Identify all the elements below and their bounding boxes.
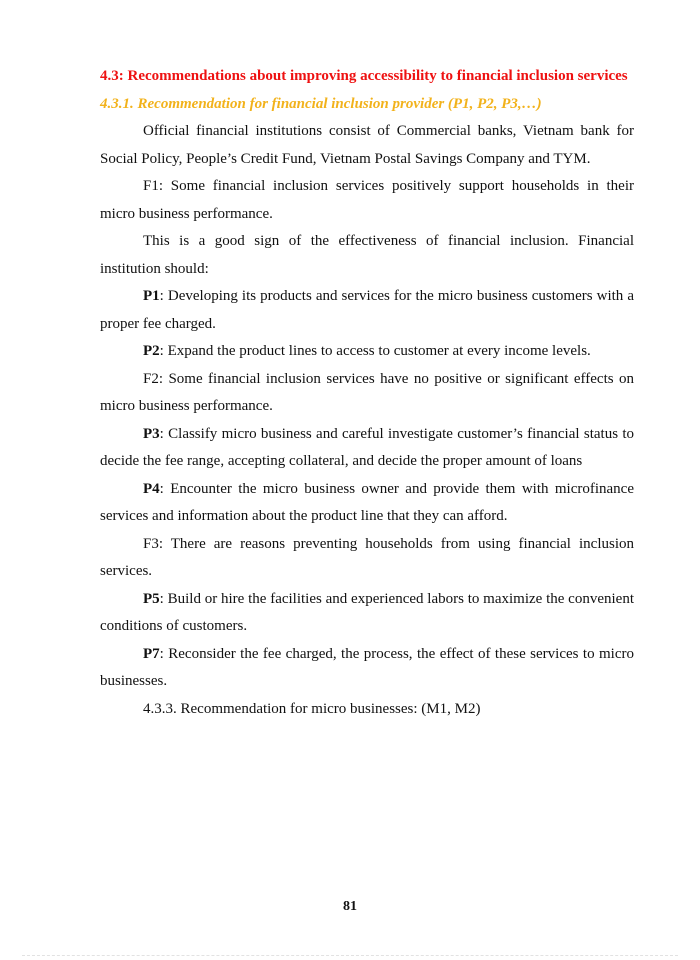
paragraph-text: Official financial institutions consist of Commercial banks, Vietnam bank for Social Policy, People’s Credit Fund, Vietnam Postal Savings Company and TYM. xyxy=(100,123,634,167)
paragraph-text: : Expand the product lines to access to customer at every income levels. xyxy=(159,343,591,359)
paragraph-text: : Developing its products and services for the micro business customers with a proper fee charged. xyxy=(100,288,634,332)
recommendation-label: P1 xyxy=(143,288,160,304)
paragraph-recommendation-p4 xyxy=(100,476,634,531)
recommendation-label: P2 xyxy=(143,343,160,359)
paragraph-finding-f2 xyxy=(100,366,634,421)
paragraph-finding-f1 xyxy=(100,173,634,228)
paragraph-recommendation-p2 xyxy=(100,338,634,366)
paragraph-subsection-micro-businesses xyxy=(100,696,634,724)
paragraph-recommendation-p5 xyxy=(100,586,634,641)
subsection-heading: 4.3.1. Recommendation for financial inclusion provider (P1, P2, P3,…) xyxy=(100,95,542,112)
paragraph-text: : Encounter the micro business owner and provide them with microfinance services and information about the product line that they can afford. xyxy=(100,480,634,524)
paragraph-text: F2: Some financial inclusion services have no positive or significant effects on micro business performance. xyxy=(100,370,634,414)
paragraph-recommendation-p7 xyxy=(100,641,634,696)
section-heading: 4.3: Recommendations about improving accessibility to financial inclusion services xyxy=(100,68,628,84)
paragraph-text: F1: Some financial inclusion services positively support households in their micro business performance. xyxy=(100,178,634,222)
page-number: 81 xyxy=(343,899,357,914)
paragraph-text: This is a good sign of the effectiveness of financial inclusion. Financial institution should: xyxy=(100,233,634,277)
paragraph-finding-f3 xyxy=(100,531,634,586)
paragraph-recommendation-p1 xyxy=(100,283,634,338)
paragraph-institutions xyxy=(100,118,634,173)
paragraph-good-sign xyxy=(100,228,634,283)
paragraph-text: : Classify micro business and careful investigate customer’s financial status to decide the fee range, accepting collateral, and decide the proper amount of loans xyxy=(100,425,634,469)
paragraph-text: : Reconsider the fee charged, the process, the effect of these services to micro businesses. xyxy=(100,645,634,689)
recommendation-label: P5 xyxy=(143,590,160,607)
page-bottom-divider xyxy=(22,955,678,956)
paragraph-text: 4.3.3. Recommendation for micro businesses: (M1, M2) xyxy=(143,700,481,717)
page-content xyxy=(100,63,634,723)
recommendation-label: P7 xyxy=(143,645,160,662)
recommendation-label: P3 xyxy=(143,425,160,442)
paragraph-recommendation-p3 xyxy=(100,421,634,476)
paragraph-text: : Build or hire the facilities and experienced labors to maximize the convenient conditions of customers. xyxy=(100,590,634,634)
recommendation-label: P4 xyxy=(143,480,160,497)
paragraph-text: F3: There are reasons preventing households from using financial inclusion services. xyxy=(100,535,634,579)
